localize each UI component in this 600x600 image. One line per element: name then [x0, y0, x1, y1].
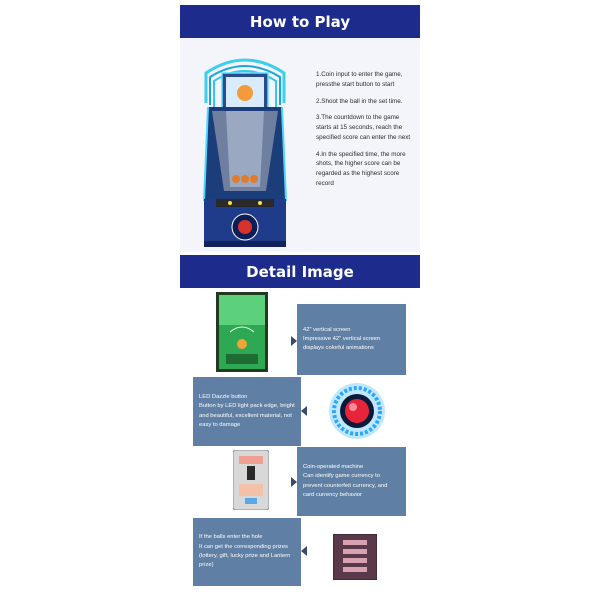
feature-3-title: Coin-operated machine: [303, 463, 364, 470]
feature-2-box: [193, 377, 301, 446]
how-to-play-section: [180, 38, 420, 252]
feature-4-title: If the balls enter the hole: [199, 534, 263, 541]
feature-4-desc: It can get the corresponding prizes (lottery, gift, lucky prize and Lantern prize): [199, 543, 291, 569]
feature-1-desc: Impressive 42" vertical screen displays colorful animations: [303, 335, 381, 352]
feature-1-title: 42" vertical screen: [303, 326, 351, 333]
feature-1-box: [297, 304, 406, 375]
feature-4-box: [193, 518, 301, 586]
feature-4-arrow: [301, 546, 307, 556]
step-1: 1.Coin input to enter the game, pressthe start button to start: [316, 71, 403, 88]
feature-3-box: [297, 447, 406, 516]
led-button-image: [328, 382, 386, 440]
arcade-machine-image: [200, 51, 290, 247]
detail-image-title: Detail Image: [246, 262, 354, 281]
prize-panel-image: [333, 534, 377, 580]
coin-acceptor-image: [233, 450, 269, 510]
step-2: 2.Shoot the ball in the set time.: [316, 97, 403, 105]
feature-3-desc: Can identify game currency to prevent counterfeit currency, and card currency behavior: [303, 473, 388, 498]
how-to-play-steps: [316, 70, 416, 196]
step-4: 4.In the specified time, the more shots, the higher score can be regarded as the highest score record: [316, 150, 406, 187]
how-to-play-banner: [180, 5, 420, 38]
feature-2-arrow: [301, 406, 307, 416]
feature-2-title: LED Dazzle button: [199, 393, 248, 400]
how-to-play-title: How to Play: [249, 12, 351, 31]
screen-image: [216, 292, 268, 372]
feature-2-desc: Button by LED light pack edge, bright and beautiful, excellent material, not easy to damage: [199, 403, 295, 428]
step-3: 3.The countdown to the game starts at 15 seconds, reach the specified score can enter the next: [316, 114, 411, 141]
detail-image-banner: [180, 255, 420, 288]
